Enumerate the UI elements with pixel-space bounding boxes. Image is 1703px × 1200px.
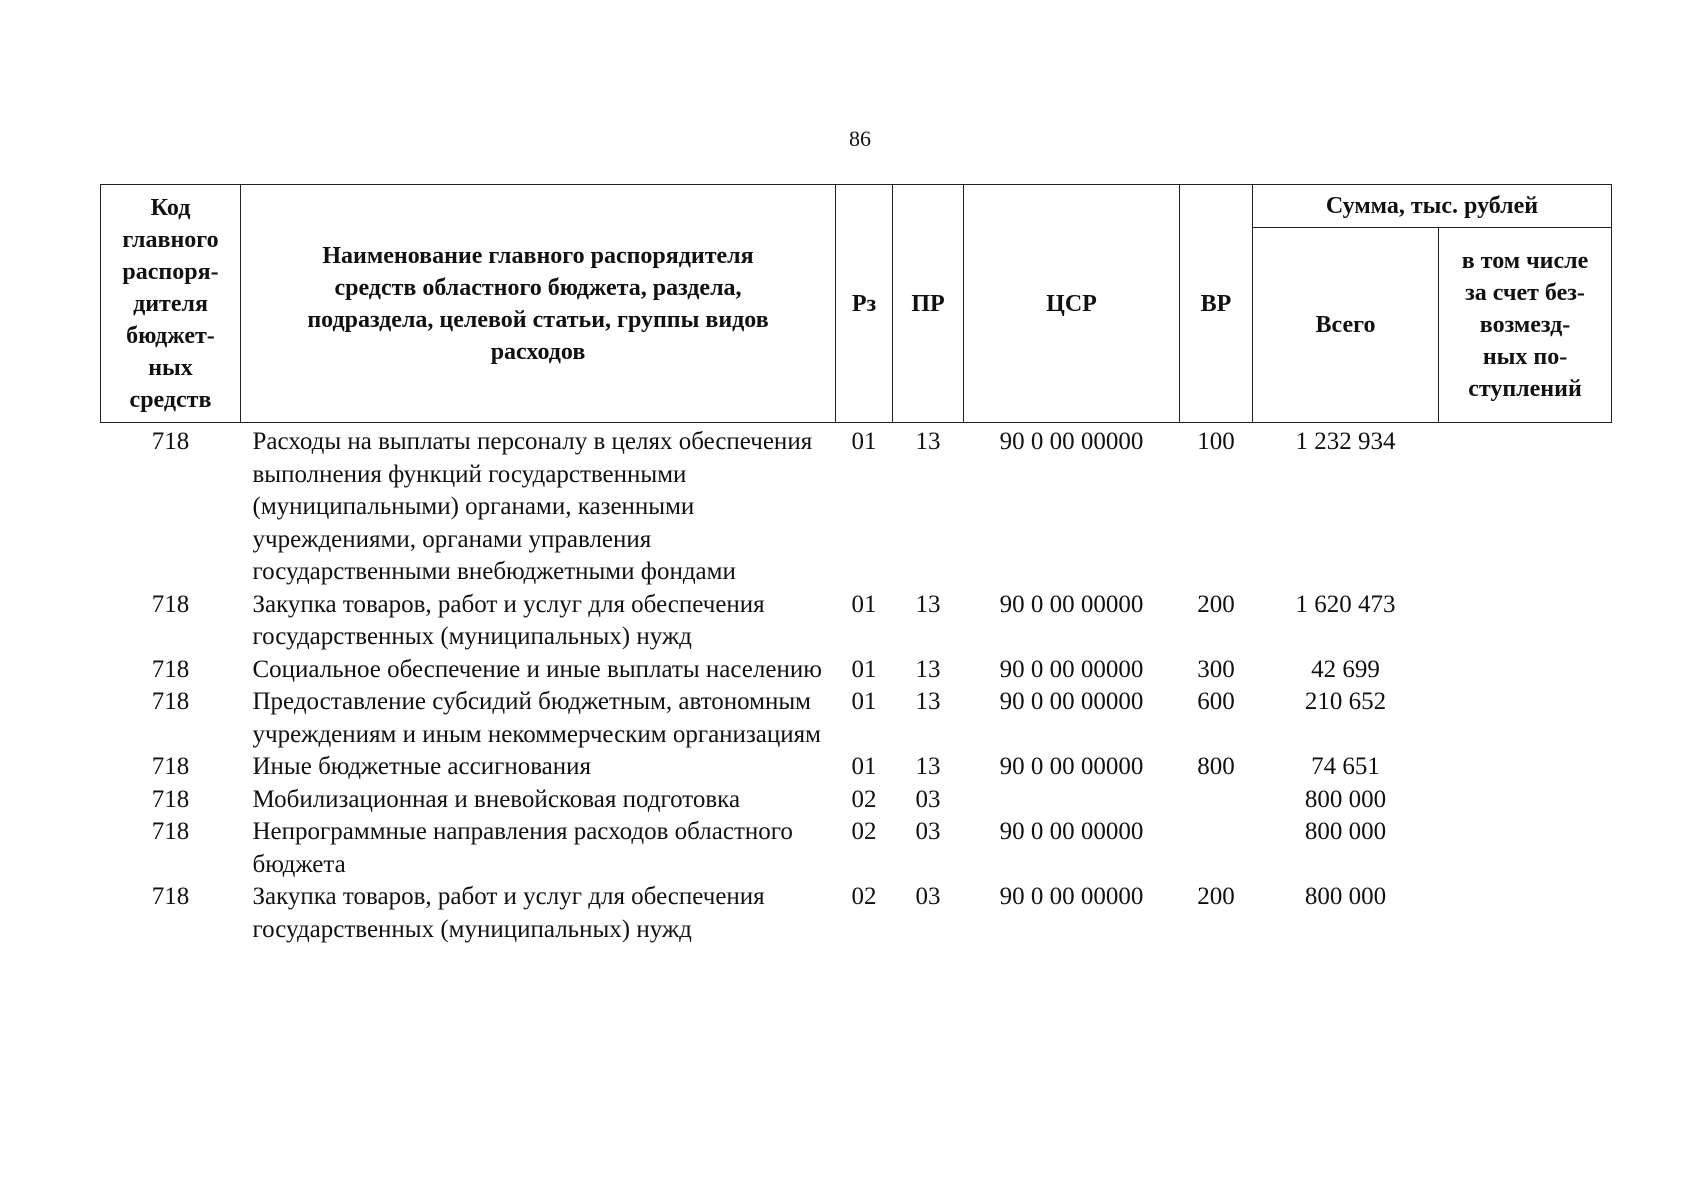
cell-vr: 100 — [1197, 428, 1235, 455]
header-rz: Рз — [836, 185, 893, 423]
cell-bez — [1439, 589, 1612, 654]
cell-pr: 03 — [915, 883, 941, 910]
cell-bez — [1439, 751, 1612, 784]
cell-pr: 03 — [915, 818, 941, 845]
cell-name: Иные бюджетные ассигнования — [252, 753, 592, 780]
table-row — [101, 589, 1612, 654]
table-row — [101, 423, 1612, 589]
cell-rz: 01 — [851, 753, 877, 780]
cell-pr: 13 — [915, 753, 941, 780]
cell-bez — [1439, 654, 1612, 687]
cell-pr: 13 — [915, 688, 941, 715]
cell-code: 718 — [151, 753, 190, 780]
table-row — [101, 654, 1612, 687]
cell-code: 718 — [151, 688, 190, 715]
cell-csr — [964, 784, 1180, 817]
cell-rz: 02 — [851, 818, 877, 845]
cell-rz: 01 — [851, 655, 877, 683]
cell-rz: 01 — [851, 688, 877, 715]
cell-total: 800 000 — [1304, 818, 1387, 845]
cell-csr: 90 0 00 00000 — [999, 655, 1144, 683]
cell-name: Закупка товаров, работ и услуг для обеспечения государственных (муниципальных) нужд — [252, 883, 765, 943]
cell-csr: 90 0 00 00000 — [999, 688, 1144, 715]
cell-pr: 13 — [915, 428, 941, 455]
cell-name: Закупка товаров, работ и услуг для обеспечения государственных (муниципальных) нужд — [252, 590, 765, 650]
table-row — [101, 816, 1612, 881]
cell-rz: 01 — [851, 428, 877, 455]
header-sum-group: Сумма, тыс. рублей — [1253, 185, 1612, 228]
cell-bez — [1439, 423, 1612, 589]
cell-code: 718 — [151, 428, 190, 455]
cell-name: Расходы на выплаты персоналу в целях обеспечения выполнения функций государственными (муниципальными) органами, казенными учреждениями, органами управления государственными внебюджетными фондами — [252, 428, 813, 585]
cell-csr: 90 0 00 00000 — [999, 883, 1144, 910]
cell-vr: 800 — [1197, 753, 1235, 780]
cell-pr: 13 — [915, 655, 941, 683]
cell-rz: 01 — [851, 590, 877, 618]
cell-vr: 200 — [1197, 590, 1235, 618]
cell-total: 1 620 473 — [1295, 590, 1396, 618]
cell-name: Непрограммные направления расходов областного бюджета — [252, 818, 793, 878]
header-csr: ЦСР — [964, 185, 1180, 423]
cell-vr — [1180, 784, 1253, 817]
cell-name: Социальное обеспечение и иные выплаты населению — [252, 655, 822, 683]
cell-pr: 03 — [915, 785, 941, 813]
cell-code: 718 — [151, 655, 190, 683]
cell-total: 800 000 — [1304, 785, 1387, 813]
cell-vr: 200 — [1197, 883, 1235, 910]
header-code: Код главного распоря- дителя бюджет- ных средств — [101, 185, 241, 423]
cell-code: 718 — [151, 785, 190, 813]
cell-pr: 13 — [915, 590, 941, 618]
table-row — [101, 751, 1612, 784]
table-row — [101, 784, 1612, 817]
header-name: Наименование главного распорядителя средств областного бюджета, раздела, подраздела, целевой статьи, группы видов расходов — [241, 185, 836, 423]
header-vr: ВР — [1180, 185, 1253, 423]
header-total: Всего — [1253, 228, 1439, 423]
cell-total: 210 652 — [1304, 688, 1387, 715]
cell-total: 800 000 — [1304, 883, 1387, 910]
cell-name: Предоставление субсидий бюджетным, автономным учреждениям и иным некоммерческим организациям — [252, 688, 821, 748]
table-header — [101, 185, 1612, 423]
cell-code: 718 — [151, 818, 190, 845]
table-body — [101, 423, 1612, 947]
header-bez: в том числе за счет без- возмезд- ных по- ступлений — [1439, 228, 1612, 423]
cell-bez — [1439, 881, 1612, 946]
cell-vr: 600 — [1197, 688, 1235, 715]
header-pr: ПР — [893, 185, 964, 423]
budget-table-container — [100, 184, 1611, 946]
page-number: 86 — [849, 126, 871, 151]
cell-csr: 90 0 00 00000 — [999, 590, 1144, 618]
cell-total: 1 232 934 — [1295, 428, 1396, 455]
cell-total: 74 651 — [1311, 753, 1380, 780]
cell-csr: 90 0 00 00000 — [999, 818, 1144, 845]
cell-total: 42 699 — [1311, 655, 1380, 683]
table-row — [101, 686, 1612, 751]
cell-bez — [1439, 816, 1612, 881]
cell-code: 718 — [151, 883, 190, 910]
cell-name: Мобилизационная и вневойсковая подготовка — [252, 785, 741, 813]
budget-table — [100, 184, 1612, 946]
cell-csr: 90 0 00 00000 — [999, 428, 1144, 455]
cell-bez — [1439, 686, 1612, 751]
table-row — [101, 881, 1612, 946]
cell-code: 718 — [151, 590, 190, 618]
cell-csr: 90 0 00 00000 — [999, 753, 1144, 780]
cell-vr: 300 — [1197, 655, 1235, 683]
cell-vr — [1180, 816, 1253, 881]
cell-rz: 02 — [851, 785, 877, 813]
cell-rz: 02 — [851, 883, 877, 910]
cell-bez — [1439, 784, 1612, 817]
